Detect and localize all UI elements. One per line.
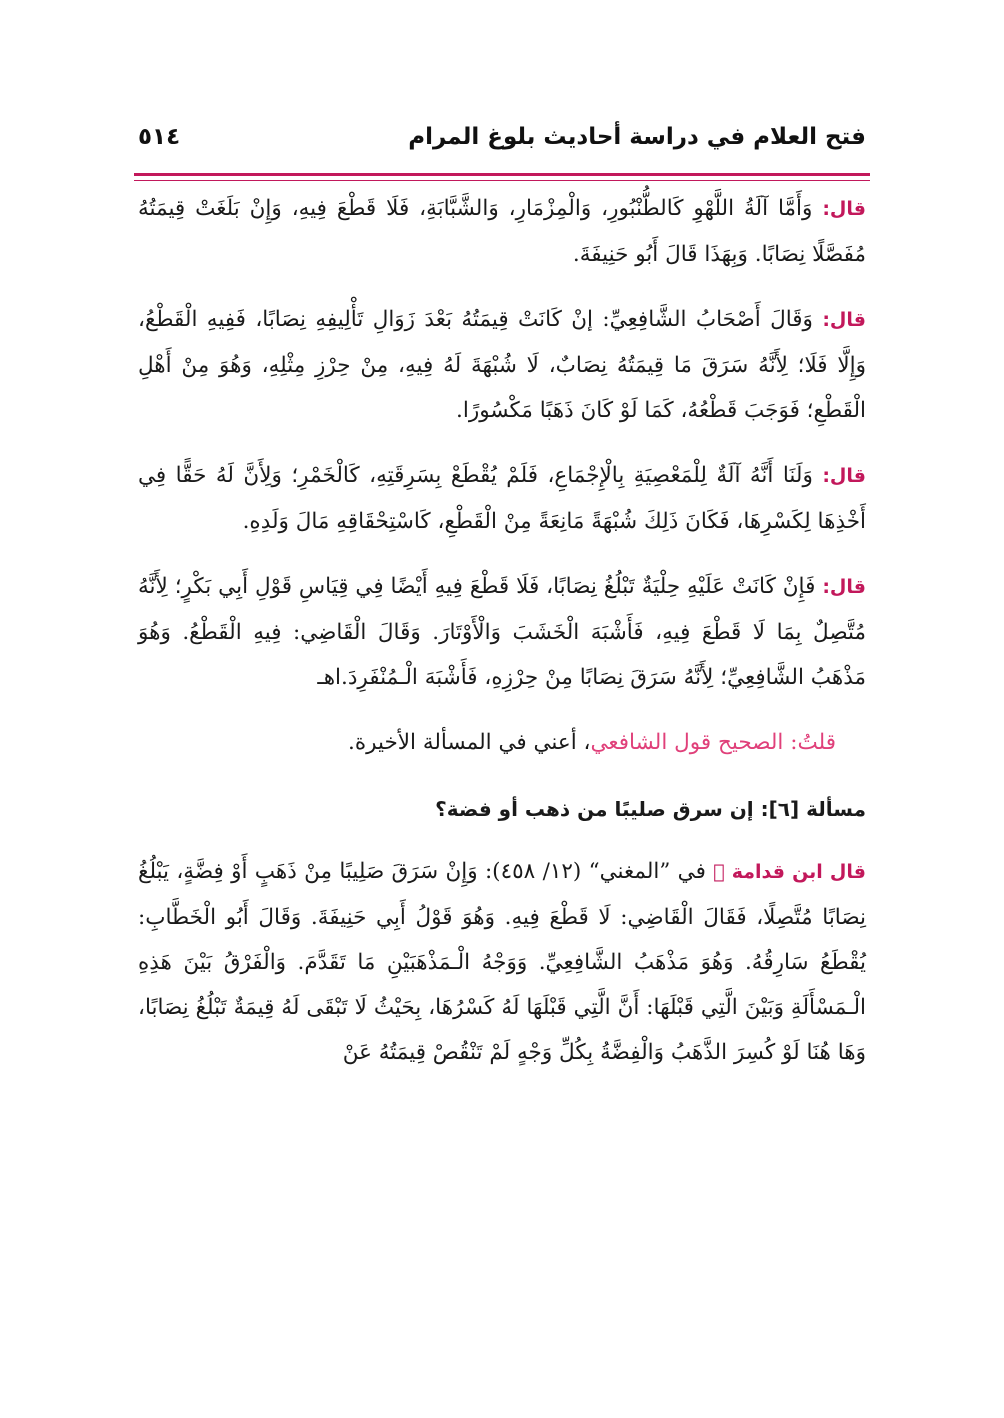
paragraph-text: وَلَنَا أَنَّهُ آلَةٌ لِلْمَعْصِيَةِ بِالْإِجْمَاعِ، فَلَمْ يُقْطَعْ بِسَرِقَتِهِ، كَالْخَمْرِ؛ وَلِأَنَّ لَهُ حَقًّا فِي أَخْذِهَا لِكَسْرِهَا، فَكَانَ ذَلِكَ شُبْهَةً مَانِعَةً مِنْ الْقَطْعِ، كَاسْتِحْقَاقِهِ مَالَ وَلَدِهِ.	[138, 463, 866, 534]
quote-attribution: قال ابن قدامة ﷫	[713, 861, 866, 883]
note-highlight: الصحيح قول الشافعي	[590, 730, 784, 755]
running-header	[138, 118, 866, 170]
paragraph-text: وَإِنْ سَرَقَ صَلِيبًا مِنْ ذَهَبٍ أَوْ فِضَّةٍ، يَبْلُغُ نِصَابًا مُتَّصِلًا، فَقَالَ الْقَاضِي: لَا قَطْعَ فِيهِ. وَهُوَ قَوْلُ أَبِي حَنِيفَةَ. وَقَالَ أَبُو الْخَطَّابِ: يُقْطَعُ سَارِقُهُ. وَهُوَ مَذْهَبُ الشَّافِعِيِّ. وَوَجْهُ الْـمَذْهَبَيْنِ مَا تَقَدَّمَ. وَالْفَرْقُ بَيْنَ هَذِهِ الْـمَسْأَلَةِ وَبَيْنَ الَّتِي قَبْلَهَا: أَنَّ الَّتِي قَبْلَهَا لَهُ كَسْرُهَا، بِحَيْثُ لَا تَبْقَى لَهُ قِيمَةٌ تَبْلُغُ نِصَابًا، وَهَا هُنَا لَوْ كُسِرَ الذَّهَبُ وَالْفِضَّةُ بِكُلِّ وَجْهٍ لَمْ تَنْقُصْ قِيمَتُهُ عَنْ	[138, 859, 866, 1065]
paragraph-final	[138, 849, 866, 1075]
paragraph-label: قال:	[822, 309, 866, 331]
issue-heading: مسألة [٦]: إن سرق صليبًا من ذهب أو فضة؟	[435, 797, 866, 821]
quote-source: في ”المغني“ (١٢/ ٤٥٨):	[484, 859, 706, 884]
page-number: ٥١٤	[138, 124, 181, 150]
paragraph-text: فَإِنْ كَانَتْ عَلَيْهِ حِلْيَةٌ تَبْلُغُ نِصَابًا، فَلَا قَطْعَ فِيهِ أَيْضًا فِي قِيَاسِ قَوْلِ أَبِي بَكْرٍ؛ لِأَنَّهُ مُتَّصِلٌ بِمَا لَا قَطْعَ فِيهِ، فَأَشْبَهَ الْخَشَبَ وَالْأَوْتَارَ. وَقَالَ الْقَاضِي: فِيهِ الْقَطْعُ. وَهُوَ مَذْهَبُ الشَّافِعِيِّ؛ لِأَنَّهُ سَرَقَ نِصَابًا مِنْ حِرْزِهِ، فَأَشْبَهَ الْـمُنْفَرِدَ.اهـ	[138, 574, 866, 690]
paragraph-text: وَقَالَ أَصْحَابُ الشَّافِعِيِّ: إنْ كَانَتْ قِيمَتُهُ بَعْدَ زَوَالِ تَأْلِيفِهِ نِصَابًا، فَفِيهِ الْقَطْعُ، وَإِلَّا فَلَا؛ لِأَنَّهُ سَرَقَ مَا قِيمَتُهُ نِصَابٌ، لَا شُبْهَةَ لَهُ فِيهِ، مِنْ حِرْزِ مِثْلِهِ، وَهُوَ مِنْ أَهْلِ الْقَطْعِ؛ فَوَجَبَ قَطْعُهُ، كَمَا لَوْ كَانَ ذَهَبًا مَكْسُورًا.	[138, 307, 866, 423]
note-rest: ، أعني في المسألة الأخيرة.	[348, 730, 591, 755]
note-prefix: قلتُ:	[790, 730, 836, 755]
page-body	[138, 186, 866, 1095]
paragraph-4	[138, 564, 866, 700]
paragraph-text: وَأَمَّا آلَةُ اللَّهْوِ كَالطُّنْبُورِ، وَالْمِزْمَارِ، وَالشَّبَّابَةِ، فَلَا قَطْعَ فِيهِ، وَإِنْ بَلَغَتْ قِيمَتُهُ مُفَصَّلًا نِصَابًا. وَبِهَذَا قَالَ أَبُو حَنِيفَةَ.	[138, 196, 866, 267]
header-rule-thin	[134, 180, 870, 181]
paragraph-label: قال:	[822, 465, 866, 487]
header-rule-thick	[134, 173, 870, 176]
paragraph-1	[138, 186, 866, 277]
paragraph-label: قال:	[822, 198, 866, 220]
paragraph-label: قال:	[822, 576, 866, 598]
author-note	[138, 720, 836, 765]
book-title: فتح العلام في دراسة أحاديث بلوغ المرام	[408, 124, 866, 150]
paragraph-3	[138, 453, 866, 544]
paragraph-2	[138, 297, 866, 433]
